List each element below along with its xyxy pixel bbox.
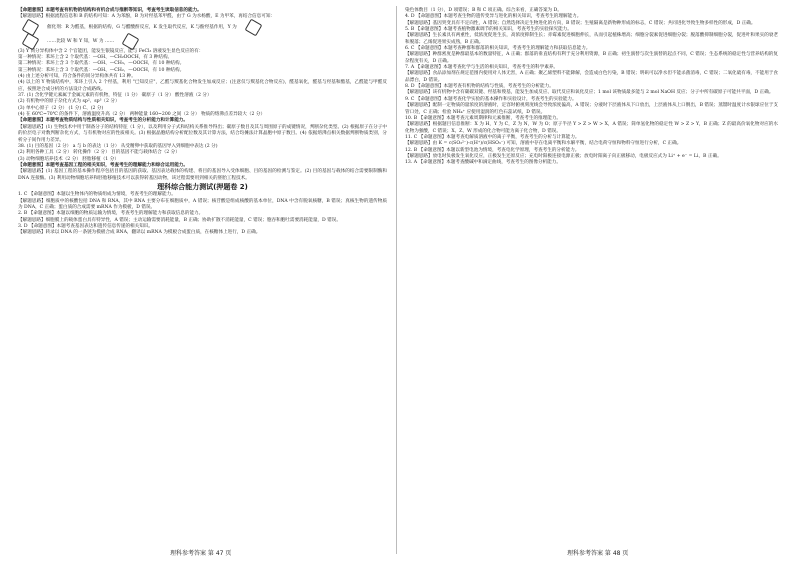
text-line: (3) 动物细胞培养技术（2 分） 胚胎移植（1 分） (18, 156, 119, 162)
text-line: 第三种情况：苯环上含 3 个取代基：—OH、—CH₂、—OOCH，有 10 种结构。 (18, 67, 185, 73)
text-line: 【解题思路】由 K = c(SO₃²⁻)·c(H⁺)/c(HSO₃⁻) 可知，溶液中存在电离平衡和水解平衡，结合电荷守恒和物料守恒进行分析，C 正确。 (405, 141, 682, 147)
page-footer: 理科参考答案 第 47 页 (170, 550, 232, 557)
text-line: (3) 单中心原子（2 分） (1 分) C、(2 分) (18, 105, 104, 111)
question-38-head: 38. (1) 目的基因（2 分） a 与 b 的表达（1 分） 从受精卵中获取的基因导入到细胞中表达 (2 分) (18, 143, 218, 149)
text-line: 1. C 【命题意图】本题以生物体内的物质组成为情境，考查考生的理解能力。 (18, 192, 176, 198)
text-line: 【命题意图】本题考查物质结构与性质相关知识，考查考生的分析能力和计算能力。 (18, 118, 188, 124)
text-line: ……比较 W 和 Y 知，W 为 …… (47, 38, 115, 44)
text-line: 【解题思路】细胞膜上的载体蛋白具有特异性，A 错误；主动运输需要消耗能量，B 正确；协助扩散不消耗能量，C 错误；胞吞和胞吐需要消耗能量，D 错误。 (18, 217, 341, 223)
text-line: 【命题意图】本题考查有机物的结构和有机合成与推断等知识，考查考生读取信息的能力。 (18, 8, 202, 13)
text-line: 【解题思路】(1) 基因工程的基本操作程序包括目的基因的获取、基因表达载体的构建、将目的基因导入受体细胞、目的基因的检测与鉴定。(2) 目的基因与载体的结合需要限制酶和 DNA 连接酶。(3) 利用动物细胞培养和胚胎移植技术可以获得转基因动物，该过程需要用到相关的胚胎工程技术。 (18, 169, 387, 181)
text-line: 第二种情况：苯环上含 3 个取代基：—OH、—CH₃、—OOCH，有 10 种结构。 (18, 61, 185, 67)
text-line: 【解题思路】(1) 生物技术中用于制备分子的结构特征（1 分），以及利用分子式和结构关系推导得出；碳原子数目及其与周围原子的成键情况，判断杂化类型。(2) 根据原子在分子中的价层电子对数判断杂化方式，与有机物对应的性质相关。(3) 根据晶胞结构分析配位数及其计算方法，结合均摊法计算晶胞中原子数目。(4) 依据熔沸点相关数据判断物质类别，分析分子间作用力差异。 (18, 124, 387, 143)
text-line: (4) 由上述分析可知，符合条件的同分异构体共有 13 种。 (18, 74, 136, 80)
right-text-block (405, 8, 778, 167)
left-text-block (18, 8, 387, 237)
text-line: (2) 有机物中的原子杂化方式为 sp²、sp³（2 分） (18, 99, 120, 105)
text-line: 3. D 【命题意图】本题考查基因表达和遗传信息传递的相关知识。 (18, 223, 154, 229)
section-title: 理科综合能力测试(押题卷 2) (157, 182, 248, 191)
text-line: 4. D 【命题意图】本题考查生物的遗传变异与进化的相关知识，考查考生的理解能力。 (405, 14, 582, 20)
text-line: 【解题思路】食品添加剂在规定范围内使用对人体无害，A 正确；聚乙烯塑料不能降解，会造成白色污染，B 错误；明矾可以净水但不能杀菌消毒，C 错误；二氧化硫有毒，不能用于食品漂白，D 错误。 (405, 71, 778, 83)
text-line: 【解题思路】种群密度是种群最基本的数量特征，A 正确；群落的垂直结构有利于充分利用资源，B 正确；初生演替与次生演替的起点不同，C 错误；生态系统的稳定性与营养结构的复杂程度有关，D 正确。 (405, 52, 778, 64)
text-line: (4) 在 60℃~70℃ 的条件下，溶液温度升高（2 分） 两种能量 160~200 之间（2 分） 物质的熔沸点差异较大（2 分） (18, 112, 266, 118)
text-line: 【解题思路】生长素具有两重性，低浓度促进生长，高浓度抑制生长；赤霉素促进细胞伸长，从而引起植株增高；细胞分裂素促进细胞分裂；脱落酸抑制细胞分裂，促进叶和果实的衰老和脱落；乙烯促进果实成熟，B 正确。 (405, 33, 778, 45)
text-line: 染色体数目（1 分），D 项错误；B 和 C 项正确。综合来看，正确答案为 D。 (405, 8, 562, 13)
text-line: 【解题思路】根据流程信息和 B 的结构可知：A 为苯酚，B 为对羟基苯甲醛，由于 G 为水杨酸，E 为甲苯，再结合信息可知： (18, 14, 276, 20)
chemical-structure-row (18, 21, 387, 35)
text-line: 7. A 【命题意图】本题考查化学与生活的相关知识，考查考生的科学素养。 (405, 65, 559, 71)
text-line: (2) 利用各种工具（2 分） 转化操作（2 分） 目的基因不能与载体结合（2 分） (18, 150, 180, 156)
text-line: 11. C 【命题意图】本题考查电解质溶液中的离子平衡，考查考生的分析与计算能力。 (405, 134, 580, 140)
text-line: 10. B 【命题意图】本题考查元素周期律和元素推断，考查考生的推理能力。 (405, 115, 562, 121)
text-line: (3) Y 同分异构体中含 2 个官能团，能发生银镜反应，能与 FeCl₃ 溶液发生显色反应的有： (18, 48, 204, 54)
text-line: 2. B 【命题意图】本题以细胞的物质运输为情境，考查考生的理解能力和获取信息的能力。 (18, 211, 204, 217)
question-37-head: 37. (1) 含化学键元素属于金属元素的有机物，特征（1 分） 碳原子（1 分） 酸性溶液（2 分） (18, 93, 212, 99)
text-line: 8. D 【命题意图】本题考查有机物的结构与性质，考查考生的分析能力。 (405, 84, 554, 90)
text-line: 【解题思路】根据题目信息推断：X 为 H，Y 为 C，Z 为 N，W 为 O；原子半径 Y > Z > W > X，A 错误；简单氢化物的稳定性 W > Z > Y，B 正确；Z 的最高价氧化物对应的水化物为强酸，C 错误；X、Z、W 形成的化合物可能为离子化合物，D 错误。 (405, 122, 778, 134)
text-line: 催化剂：R 为醛基，根据的结构，G 与醋酸酐反应，K 发生取代反应，K 与酚羟基作用，Y 为 (47, 24, 237, 30)
text-line: 9. C 【命题意图】本题考查化学实验的基本操作和实验设计，考查考生的实验能力。 (405, 96, 577, 102)
text-line: 6. C 【命题意图】本题考查种群和群落的相关知识，考查考生的理解能力和获取信息能力。 (405, 46, 591, 52)
chemical-structure-row (18, 35, 387, 49)
text-line: 【解题思路】配制一定物质的量浓度的溶液时，定容时俯视刻度线会导致浓度偏高，A 错误；分液时下层液体从下口放出，上层液体从上口倒出，B 错误；蒸馏时温度计水银球应位于支管口处，C 正确；检验 NH₄⁺ 应使用湿润的红色石蕊试纸，D 错误。 (405, 103, 778, 115)
text-line: 12. B 【命题意图】本题以新型电池为情境，考查电化学原理，考查考生的分析能力。 (405, 147, 580, 153)
text-line: 【解题思路】转录以 DNA 的一条链为模板合成 RNA，翻译以 mRNA 为模板合成蛋白质，在核糖体上进行，D 正确。 (18, 230, 261, 236)
text-line: (4) 以上的 Y 物质结构中，苯环上引入 2 个羟基，利用 "已知反应"，乙醛与羰基化合物发生加成反应；(注意仅与羰基化合物反应)，醛基氧化，醛基与羟基和酯基，乙醛能与甲醛反应，按照逆合成分析的方法设计合成路线。 (18, 80, 387, 92)
text-line: 【解题思路】放电时负极发生氧化反应，正极发生还原反应；充电时阳极连接电源正极；放电时阳离子向正极移动，电极反应式为 Li⁺ + e⁻ = Li，B 正确。 (405, 153, 722, 159)
text-line: 【命题意图】本题考查基因工程的相关知识，考查考生的理解能力和综合运用能力。 (18, 162, 188, 168)
text-line: 5. B 【命题意图】本题考查植物激素调节的相关知识，考查考生的实验探究能力。 (405, 27, 572, 33)
text-line: 【解题思路】细胞质中的核酸包括 DNA 和 RNA，其中 RNA 主要分布在细胞质中，A 错误；核苷酸是组成核酸的基本单位，DNA 中含有脱氧核糖，B 错误；真核生物的遗传物质为 DNA，C 正确；蛋白质的合成需要 mRNA 作为模板，D 错误。 (18, 198, 387, 210)
text-line: 【解题思路】基因突变具有不定向性，A 错误；自然选择决定生物进化的方向，B 错误；生殖隔离是新物种形成的标志，C 错误；共同进化导致生物多样性的形成，D 正确。 (405, 20, 756, 26)
text-line: 第一种情况：苯环上含 2 个取代基：—OH、—CH₂OOCH，有 3 种结构。 (18, 55, 173, 61)
right-page (397, 0, 794, 561)
text-line: 【解题思路】该有机物中含有碳碳双键、羟基和羧基，能发生加成反应、取代反应和氧化反应；1 mol 该物质最多能与 2 mol NaOH 反应；分子中所有碳原子可能共平面，D 正确。 (405, 90, 774, 96)
page-footer: 理科参考答案 第 48 页 (567, 550, 629, 557)
text-line: 13. A 【命题意图】本题考查酸碱中和滴定曲线，考查考生的图像分析能力。 (405, 160, 561, 166)
